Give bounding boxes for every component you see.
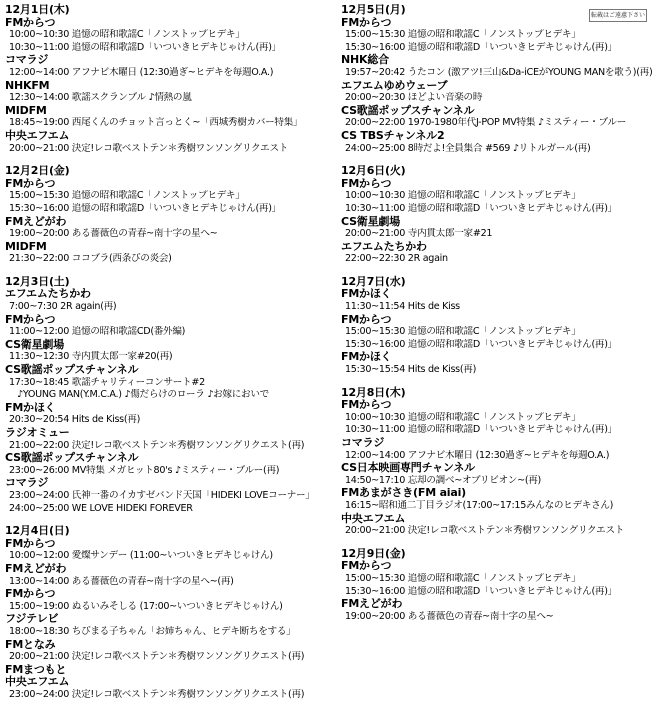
station-name: コマラジ <box>5 476 49 490</box>
program-entry: 20:00~21:00 決定!レコ歌ベストテン＊秀樹ワンソングリクエスト <box>345 525 625 537</box>
program-entry: 10:30~11:00 追憶の昭和歌謡D「いついきヒデキじゃけん(再)」 <box>345 202 617 214</box>
program-entry: 17:30~18:45 歌謡チャリティーコンサート#2 <box>9 376 205 388</box>
program-entry: 10:30~11:00 追憶の昭和歌謡D「いついきヒデキじゃけん(再)」 <box>345 424 617 436</box>
program-entry: 18:45~19:00 西尾くんのチョット言っとく~「西城秀樹カバー特集」 <box>9 117 303 129</box>
program-entry: 10:00~12:00 愛燦サンデー (11:00~いついきヒデキじゃけん) <box>9 550 273 562</box>
station-name: CS歌謡ポップスチャンネル <box>5 363 139 377</box>
station-name: FMあまがさき(FM aiai) <box>341 486 466 500</box>
station-name: CS歌謡ポップスチャンネル <box>5 451 139 465</box>
station-name: エフエムゆめウェーブ <box>341 78 448 92</box>
station-name: NHK総合 <box>341 53 389 67</box>
program-entry: 18:00~18:30 ちびまる子ちゃん「お姉ちゃん、ヒデキ断ちをする」 <box>9 625 296 637</box>
day-block <box>5 276 335 515</box>
program-entry: 20:00~20:30 ほどよい音楽の時 <box>345 92 483 104</box>
station-name: FMまつもと <box>5 662 67 676</box>
day-block <box>341 4 663 155</box>
day-date: 12月5日(月) <box>341 3 406 16</box>
program-entry: 10:00~10:30 追憶の昭和歌謡C「ノンストップヒデキ」 <box>345 190 581 202</box>
schedule-column-right <box>341 4 663 633</box>
station-name: FMかほく <box>341 287 392 301</box>
day-date: 12月8日(木) <box>341 385 406 399</box>
station-name: FMからつ <box>341 176 392 190</box>
schedule-column-left <box>5 4 335 711</box>
station-name: エフエムたちかわ <box>5 287 91 301</box>
program-entry: 20:30~20:54 Hits de Kiss(再) <box>9 414 141 426</box>
program-entry: 21:30~22:00 ココブラ(西条びの炎会) <box>9 253 172 265</box>
station-name: FMからつ <box>341 15 392 29</box>
program-entry: 20:00~21:00 寺内貫太郎一家#21 <box>345 228 493 240</box>
station-name: MIDFM <box>5 239 47 253</box>
station-name: エフエムたちかわ <box>341 239 427 253</box>
station-name: CS日本映画専門チャンネル <box>341 461 475 475</box>
program-entry: 15:00~15:30 追憶の昭和歌謡C「ノンストップヒデキ」 <box>345 29 581 41</box>
station-name: CS TBSチャンネル2 <box>341 128 445 142</box>
program-entry: 15:00~15:30 追憶の昭和歌謡C「ノンストップヒデキ」 <box>9 190 245 202</box>
program-entry: 19:00~20:00 ある薔薇色の青春~南十字の星へ~ <box>345 610 554 622</box>
program-entry: 11:30~11:54 Hits de Kiss <box>345 301 460 313</box>
program-entry: 24:00~25:00 8時だよ!全員集合 #569 ♪リトルガール(再) <box>345 142 591 154</box>
program-entry: 16:15~昭和通二丁目ラジオ(17:00~17:15みんなのヒデキさん) <box>345 499 614 511</box>
station-name: FMとなみ <box>5 637 56 651</box>
day-date: 12月2日(金) <box>5 164 70 178</box>
program-entry: 7:00~7:30 2R again(再) <box>9 301 117 313</box>
program-entry: 23:00~26:00 MV特集 メガヒット80's ♪ミスティー・ブルー(再) <box>9 464 280 476</box>
program-entry: 11:30~12:30 寺内貫太郎一家#20(再) <box>9 351 173 363</box>
station-name: FMからつ <box>5 312 56 326</box>
station-name: NHKFM <box>5 78 50 92</box>
station-name: 中央エフエム <box>341 511 406 525</box>
program-entry: 23:00~24:00 決定!レコ歌ベストテン＊秀樹ワンソングリクエスト(再) <box>9 688 305 700</box>
day-date: 12月6日(火) <box>341 164 406 178</box>
station-name: コマラジ <box>5 53 49 67</box>
program-entry: 19:00~20:00 ある薔薇色の青春~南十字の星へ~ <box>9 228 218 240</box>
station-name: ラジオミュー <box>5 426 70 439</box>
station-name: FMえどがわ <box>341 597 403 611</box>
day-date: 12月9日(金) <box>341 546 406 560</box>
program-entry: 20:00~22:00 1970-1980年代J-POP MV特集 ♪ミスティー・ブルー <box>345 117 626 129</box>
station-name: フジテレビ <box>5 612 59 626</box>
day-block <box>341 276 663 377</box>
day-date: 12月3日(土) <box>5 274 70 288</box>
program-entry: 12:00~14:00 アフナビ木曜日 (12:30過ぎ~ヒデキを毎週O.A.) <box>345 449 610 461</box>
day-block <box>341 165 663 266</box>
station-name: CS歌謡ポップスチャンネル <box>341 103 475 117</box>
program-entry: 15:30~16:00 追憶の昭和歌謡D「いついきヒデキじゃけん(再)」 <box>345 585 617 597</box>
station-name: FMからつ <box>5 587 56 601</box>
program-entry: 15:00~19:00 ぬるいみそしる (17:00~いついきヒデキじゃけん) <box>9 600 283 612</box>
day-block <box>341 548 663 624</box>
program-entry: ♪YOUNG MAN(Y.M.C.A.) ♪傷だらけのローラ ♪お嫁においで <box>17 389 269 401</box>
program-entry: 15:00~15:30 追憶の昭和歌謡C「ノンストップヒデキ」 <box>345 572 581 584</box>
no-reprint-button[interactable]: 転載はご遠慮下さい <box>589 9 647 22</box>
program-entry: 24:00~25:00 WE LOVE HIDEKI FOREVER <box>9 502 193 514</box>
station-name: FMからつ <box>5 536 56 550</box>
program-entry: 20:00~21:00 決定!レコ歌ベストテン＊秀樹ワンソングリクエスト(再) <box>9 651 305 663</box>
station-name: 中央エフエム <box>5 128 70 142</box>
station-name: FMえどがわ <box>5 561 67 575</box>
program-entry: 15:30~16:00 追憶の昭和歌謡D「いついきヒデキじゃけん(再)」 <box>345 41 617 53</box>
program-entry: 15:00~15:30 追憶の昭和歌謡C「ノンストップヒデキ」 <box>345 326 581 338</box>
station-name: FMからつ <box>5 15 56 29</box>
station-name: CS衛星劇場 <box>5 337 64 351</box>
program-entry: 15:30~15:54 Hits de Kiss(再) <box>345 364 477 376</box>
program-entry: 19:57~20:42 うたコン (激アツ!三山&Da-iCEがYOUNG MANを歌う)(再) <box>345 66 653 78</box>
day-date: 12月7日(水) <box>341 274 406 288</box>
day-date: 12月1日(木) <box>5 3 70 16</box>
station-name: FMえどがわ <box>5 214 67 228</box>
program-entry: 21:00~22:00 決定!レコ歌ベストテン＊秀樹ワンソングリクエスト(再) <box>9 439 305 451</box>
station-name: MIDFM <box>5 103 47 117</box>
station-name: FMからつ <box>341 398 392 412</box>
program-entry: 12:30~14:00 歌謡スクランブル ♪情熱の嵐 <box>9 92 192 104</box>
program-entry: 13:00~14:00 ある薔薇色の青春~南十字の星へ~(再) <box>9 575 234 587</box>
day-date: 12月4日(日) <box>5 524 70 538</box>
program-entry: 10:30~11:00 追憶の昭和歌謡D「いついきヒデキじゃけん(再)」 <box>9 41 281 53</box>
program-entry: 14:50~17:10 忘却の調べ~オブリビオン~(再) <box>345 474 541 486</box>
day-block <box>5 165 335 266</box>
program-entry: 11:00~12:00 追憶の昭和歌謡CD(番外編) <box>9 326 186 338</box>
program-entry: 10:00~10:30 追憶の昭和歌謡C「ノンストップヒデキ」 <box>345 411 581 423</box>
day-block <box>5 525 335 701</box>
station-name: FMからつ <box>341 559 392 573</box>
station-name: 中央エフエム <box>5 675 70 689</box>
program-entry: 15:30~16:00 追憶の昭和歌謡D「いついきヒデキじゃけん(再)」 <box>9 202 281 214</box>
program-entry: 20:00~21:00 決定!レコ歌ベストテン＊秀樹ワンソングリクエスト <box>9 142 289 154</box>
station-name: FMかほく <box>341 350 392 364</box>
station-name: CS衛星劇場 <box>341 214 400 228</box>
program-entry: 15:30~16:00 追憶の昭和歌謡D「いついきヒデキじゃけん(再)」 <box>345 338 617 350</box>
station-name: コマラジ <box>341 436 385 449</box>
program-entry: 10:00~10:30 追憶の昭和歌謡C「ノンストップヒデキ」 <box>9 29 245 41</box>
day-block <box>341 387 663 538</box>
day-block <box>5 4 335 155</box>
program-entry: 23:00~24:00 氏神一番のイカすゼバンド天国「HIDEKI LOVEコーナー」 <box>9 489 315 501</box>
station-name: FMかほく <box>5 400 56 414</box>
program-entry: 12:00~14:00 アフナビ木曜日 (12:30過ぎ~ヒデキを毎週O.A.) <box>9 66 274 78</box>
station-name: FMからつ <box>5 176 56 190</box>
station-name: FMからつ <box>341 312 392 326</box>
program-entry: 22:00~22:30 2R again <box>345 253 448 265</box>
